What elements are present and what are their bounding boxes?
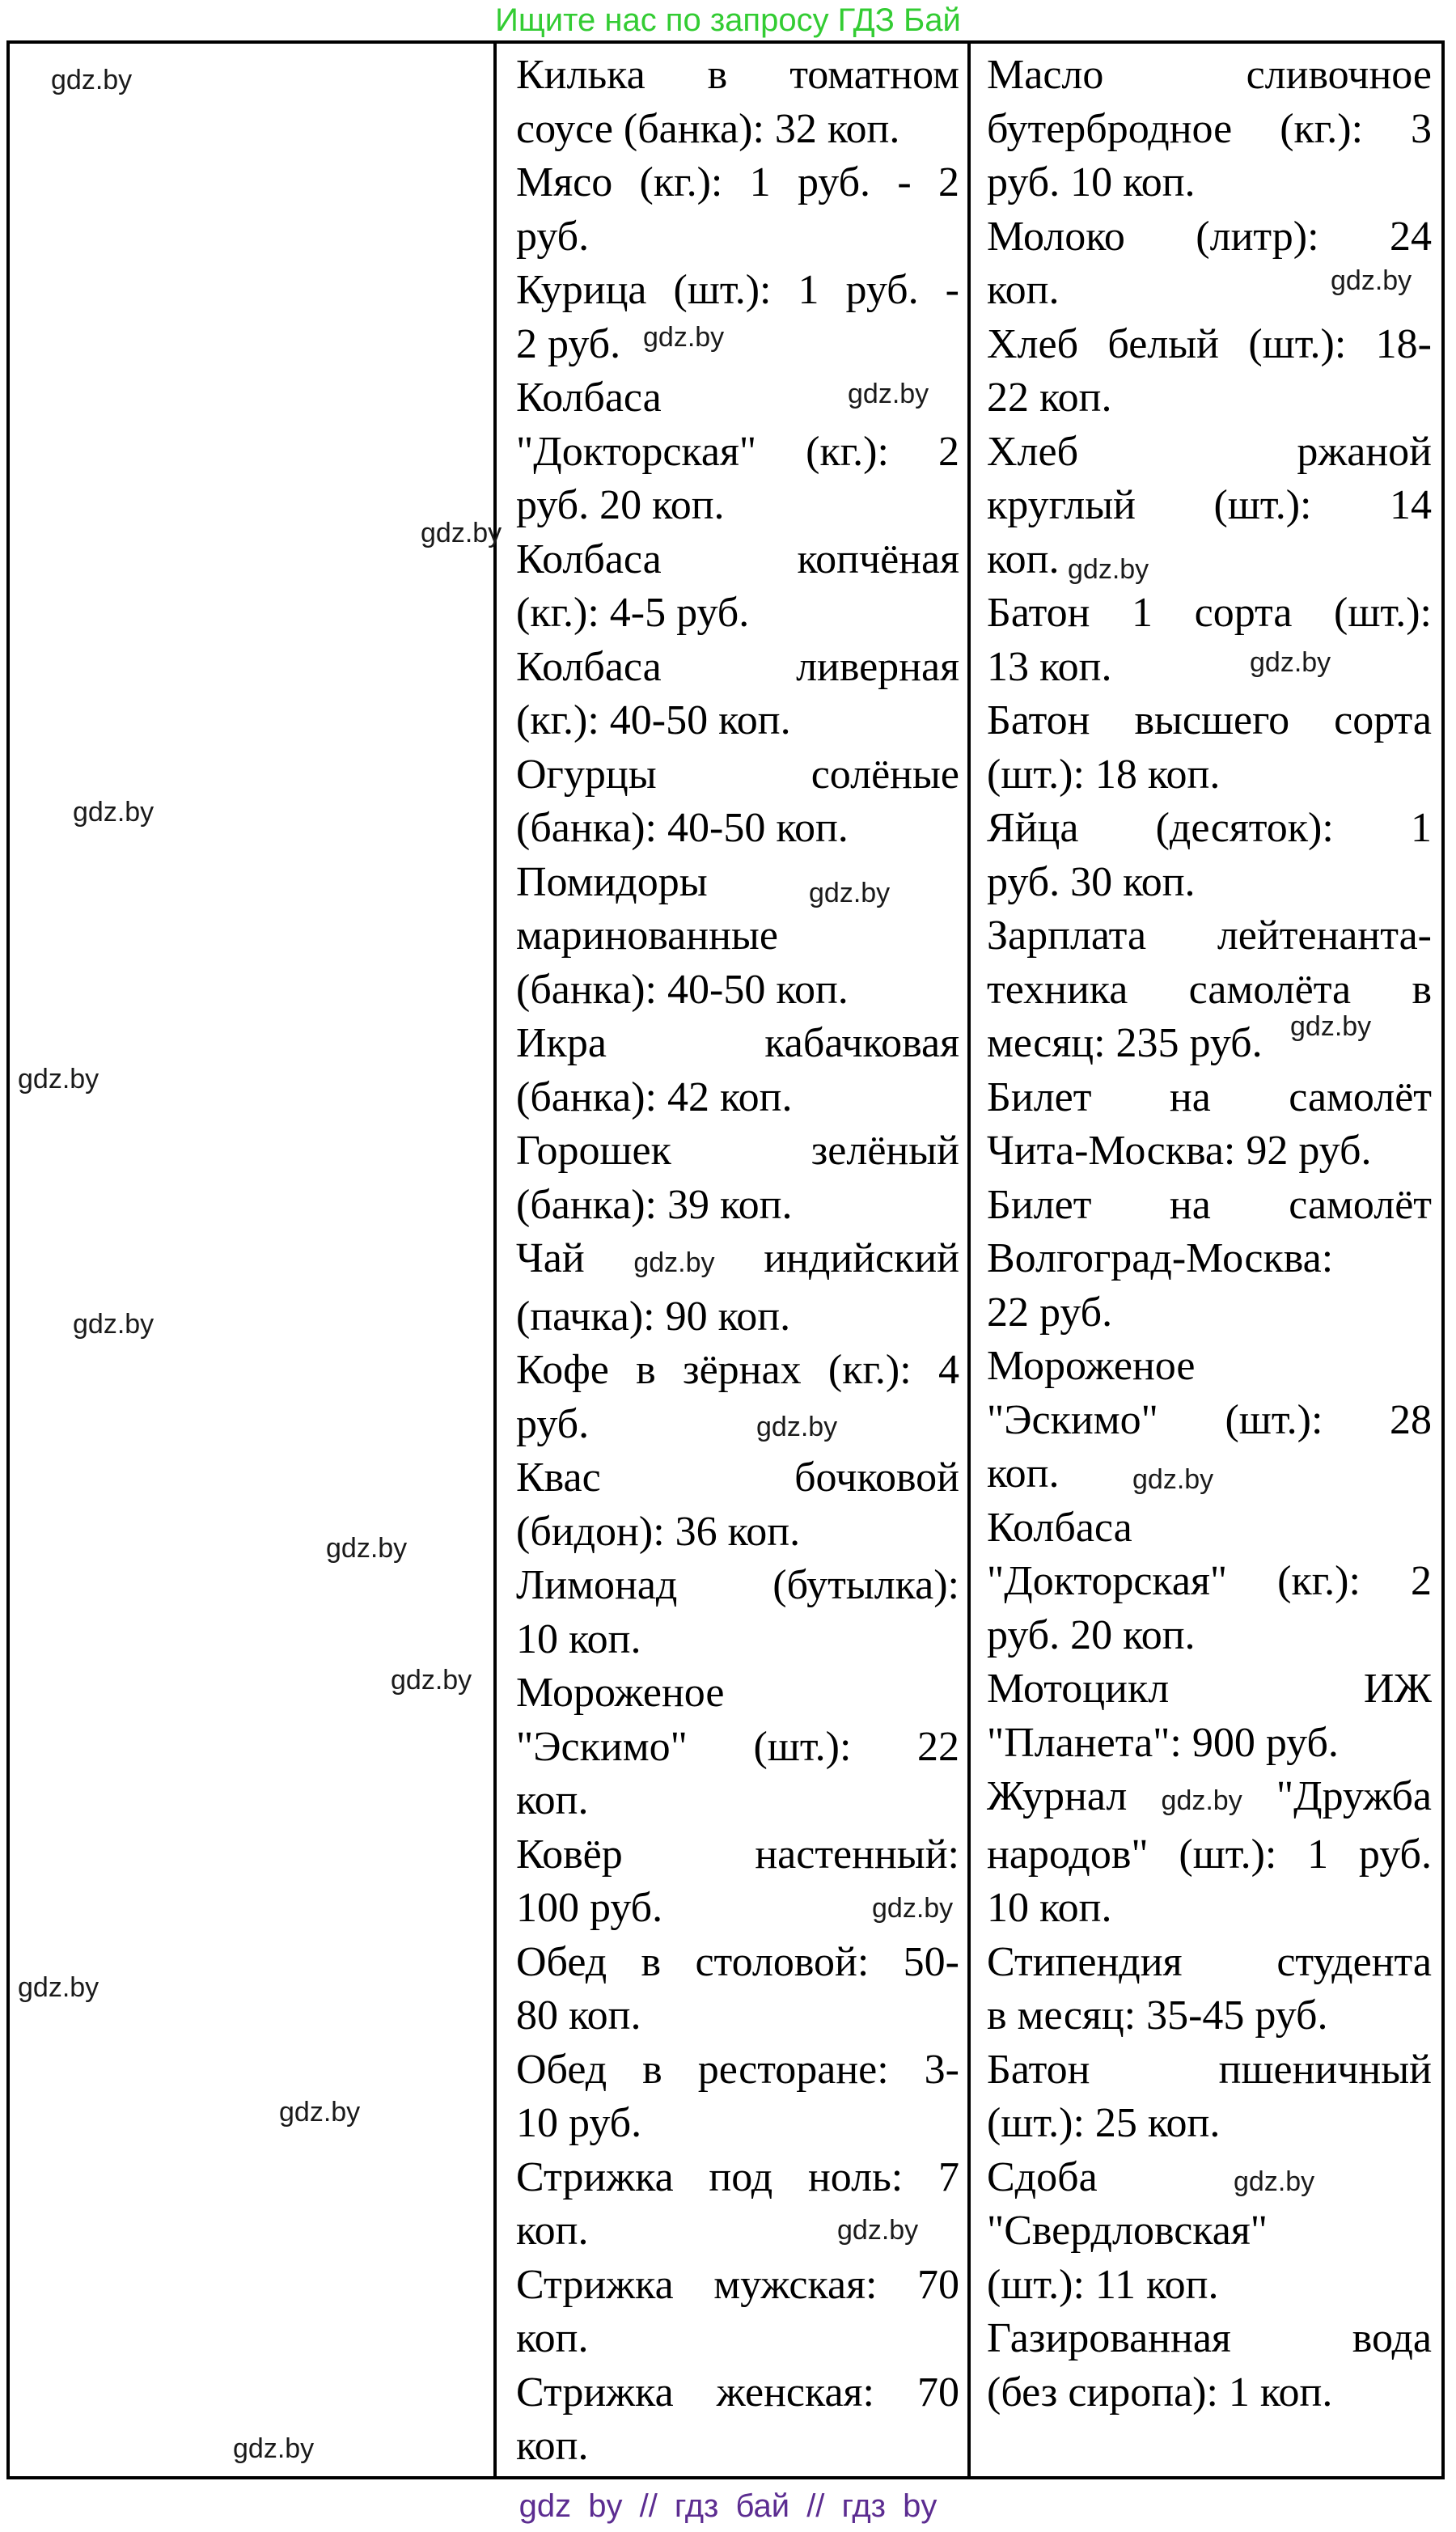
text-line: месяц: 235 руб. [987, 1020, 1263, 1066]
text-line: народов" (шт.): 1 руб. [987, 1831, 1432, 1878]
text-line: Батон пшеничный [987, 2046, 1432, 2093]
text-line: Обед в ресторане: 3- [516, 2046, 959, 2093]
price-entry [516, 856, 959, 1018]
text-line: круглый (шт.): 14 [987, 482, 1432, 528]
gdz-watermark: gdz.by [756, 1412, 838, 1442]
text-line: "Свердловская" [987, 2208, 1268, 2254]
text-line: "Эскимо" (шт.): 22 [516, 1723, 959, 1770]
gdz-watermark: gdz.by [233, 2433, 315, 2464]
price-entry [987, 802, 1432, 909]
table-column-empty [10, 44, 493, 2476]
text-line: Стрижка под ноль: 7 [516, 2153, 959, 2200]
text-line: Батон 1 сорта (шт.): [987, 590, 1432, 636]
gdz-watermark: gdz.by [809, 878, 891, 908]
text-line: (банка): 39 коп. [516, 1181, 793, 1228]
price-entry [516, 1017, 959, 1124]
text-line: Курица (шт.): 1 руб. - [516, 267, 959, 313]
text-line: (шт.): 11 коп. [987, 2261, 1219, 2308]
text-line: 22 коп. [987, 375, 1112, 421]
text-line: руб. 10 коп. [987, 159, 1196, 205]
text-line: руб. 30 коп. [987, 858, 1196, 905]
text-line: (шт.): 18 коп. [987, 751, 1221, 798]
text-line: коп. [516, 1777, 589, 1823]
gdz-watermark: gdz.by [837, 2215, 919, 2246]
text-line: руб. 20 коп. [987, 1611, 1196, 1658]
price-entry [516, 1124, 959, 1232]
text-line: Кофе в зёрнах (кг.): 4 [516, 1347, 959, 1393]
text-line: коп. [516, 2208, 589, 2254]
price-entry [987, 2312, 1432, 2420]
text-line: 10 коп. [516, 1615, 641, 1662]
gdz-watermark: gdz.by [1068, 554, 1149, 585]
text-line: 100 руб. [516, 1885, 663, 1931]
promo-header-text: Ищите нас по запросу ГДЗ Бай [495, 2, 961, 38]
text-line: (кг.): 4-5 руб. [516, 590, 750, 636]
price-entry [516, 49, 959, 156]
price-entry [987, 1662, 1432, 1770]
price-entry [987, 586, 1432, 694]
text-line [516, 1232, 959, 1290]
text-line: Хлеб ржаной [987, 428, 1432, 475]
price-entry [987, 1770, 1432, 1936]
price-entry [516, 2366, 959, 2474]
text-line: маринованные [516, 912, 778, 959]
gdz-watermark: gdz.by [1132, 1464, 1214, 1495]
gdz-watermark: gdz.by [1234, 2166, 1315, 2197]
price-entry [516, 748, 959, 856]
text-line: Зарплата лейтенанта- [987, 912, 1432, 959]
price-entry [987, 49, 1432, 210]
text-segment: Журнал [987, 1773, 1128, 1819]
price-entry [516, 264, 959, 371]
price-entry [516, 156, 959, 264]
text-line: (без сиропа): 1 коп. [987, 2369, 1333, 2416]
text-line: Помидоры [516, 858, 708, 905]
gdz-watermark: gdz.by [1161, 1785, 1242, 1816]
text-line: "Докторская" (кг.): 2 [516, 428, 959, 475]
text-line: Колбаса [987, 1504, 1132, 1551]
text-line: 10 коп. [987, 1885, 1112, 1931]
price-table [6, 40, 1445, 2479]
text-line: руб. 20 коп. [516, 482, 725, 528]
gdz-watermark: gdz.by [18, 1064, 99, 1095]
table-column-prices-2 [971, 44, 1441, 2476]
text-line: Стипендия студента [987, 1938, 1432, 1985]
text-line: коп. [987, 1450, 1060, 1497]
text-line: коп. [516, 2423, 589, 2469]
text-line: (бидон): 36 коп. [516, 1508, 801, 1555]
text-line: Икра кабачковая [516, 1020, 959, 1066]
text-line: Колбаса копчёная [516, 536, 959, 582]
price-entry [987, 694, 1432, 802]
gdz-watermark: gdz.by [872, 1893, 954, 1924]
text-line: Колбаса ливерная [516, 643, 959, 690]
price-entry [516, 533, 959, 641]
text-line: 2 руб. [516, 320, 621, 367]
text-segment: "Дружба [1276, 1773, 1432, 1819]
gdz-watermark: gdz.by [73, 1309, 154, 1340]
promo-footer-text: gdz by // гдз бай // гдз by [518, 2488, 938, 2524]
text-line: Батон высшего сорта [987, 697, 1432, 743]
text-line: "Планета": 900 руб. [987, 1719, 1339, 1766]
text-line: (банка): 40-50 коп. [516, 966, 849, 1013]
gdz-watermark: gdz.by [1250, 647, 1331, 678]
text-line: Газированная вода [987, 2315, 1432, 2361]
text-line: руб. [516, 213, 590, 260]
text-line: Лимонад (бутылка): [516, 1562, 959, 1608]
text-line: Молоко (литр): 24 [987, 213, 1432, 260]
price-entry [516, 2043, 959, 2151]
price-entry [516, 1451, 959, 1559]
text-line: Стрижка женская: 70 [516, 2369, 959, 2416]
gdz-watermark: gdz.by [1290, 1011, 1372, 1042]
price-entry [987, 1936, 1432, 2043]
text-line: "Докторская" (кг.): 2 [987, 1558, 1432, 1604]
gdz-watermark: gdz.by [643, 322, 725, 353]
text-line: техника самолёта в [987, 966, 1432, 1013]
text-line: Билет на самолёт [987, 1181, 1432, 1228]
text-line: коп. [987, 267, 1060, 313]
gdz-watermark: gdz.by [18, 1972, 99, 2003]
gdz-watermark: gdz.by [1331, 265, 1412, 296]
gdz-watermark: gdz.by [421, 518, 502, 548]
gdz-watermark: gdz.by [848, 379, 929, 409]
text-line: Мотоцикл ИЖ [987, 1666, 1432, 1712]
text-line: Сдоба [987, 2153, 1098, 2200]
text-line: коп. [516, 2315, 589, 2361]
text-line: Мороженое [987, 1343, 1196, 1389]
text-line: Мясо (кг.): 1 руб. - 2 [516, 159, 959, 205]
gdz-watermark: gdz.by [279, 2097, 361, 2128]
text-line: (банка): 42 коп. [516, 1073, 793, 1120]
text-line: Горошек зелёный [516, 1128, 959, 1174]
gdz-watermark: gdz.by [633, 1247, 715, 1278]
text-line: в месяц: 35-45 руб. [987, 1992, 1328, 2039]
text-line: (банка): 40-50 коп. [516, 805, 849, 851]
text-line: Огурцы солёные [516, 751, 959, 798]
text-line: Колбаса [516, 375, 662, 421]
text-line: Мороженое [516, 1670, 725, 1716]
text-line: Билет на самолёт [987, 1073, 1432, 1120]
text-line: Килька в томатном [516, 52, 959, 98]
text-line: бутербродное (кг.): 3 [987, 105, 1432, 152]
price-entry [987, 909, 1432, 1071]
text-line: Ковёр настенный: [516, 1831, 959, 1878]
price-entry [516, 1344, 959, 1451]
price-entry [987, 1501, 1432, 1663]
text-segment: индийский [764, 1235, 959, 1281]
text-line: Хлеб белый (шт.): 18- [987, 320, 1432, 367]
text-segment: Чай [516, 1235, 585, 1281]
price-entry [987, 210, 1432, 318]
text-line: Квас бочковой [516, 1454, 959, 1501]
price-entry [516, 2259, 959, 2366]
text-line: Чита-Москва: 92 руб. [987, 1128, 1372, 1174]
price-entry [987, 2151, 1432, 2313]
gdz-watermark: gdz.by [51, 65, 133, 95]
price-entry [516, 1232, 959, 1344]
price-entry [987, 1179, 1432, 1340]
text-line: (шт.): 25 коп. [987, 2100, 1221, 2146]
price-entry [516, 1666, 959, 1828]
text-line: 22 руб. [987, 1289, 1113, 1336]
text-line: (пачка): 90 коп. [516, 1293, 791, 1340]
text-line: руб. [516, 1400, 590, 1447]
text-line: Волгоград-Москва: [987, 1235, 1334, 1281]
price-entry [987, 1071, 1432, 1179]
text-line: Обед в столовой: 50- [516, 1938, 959, 1985]
text-line: Стрижка мужская: 70 [516, 2261, 959, 2308]
price-entry [987, 318, 1432, 426]
text-line: 13 коп. [987, 643, 1112, 690]
text-line: "Эскимо" (шт.): 28 [987, 1396, 1432, 1443]
text-line: соусе (банка): 32 коп. [516, 105, 900, 152]
text-line: коп. [987, 536, 1060, 582]
gdz-watermark: gdz.by [326, 1533, 408, 1564]
text-line: 80 коп. [516, 1992, 641, 2039]
gdz-watermark: gdz.by [73, 797, 154, 828]
price-entry [516, 1936, 959, 2043]
text-line: (кг.): 40-50 коп. [516, 697, 791, 743]
price-entry [987, 426, 1432, 587]
gdz-watermark: gdz.by [391, 1665, 472, 1696]
text-line: Масло сливочное [987, 52, 1432, 98]
price-entry [516, 641, 959, 748]
price-entry [987, 2043, 1432, 2151]
text-line [987, 1770, 1432, 1828]
text-line: Яйца (десяток): 1 [987, 805, 1432, 851]
price-entry [516, 1559, 959, 1666]
text-line: 10 руб. [516, 2100, 642, 2146]
